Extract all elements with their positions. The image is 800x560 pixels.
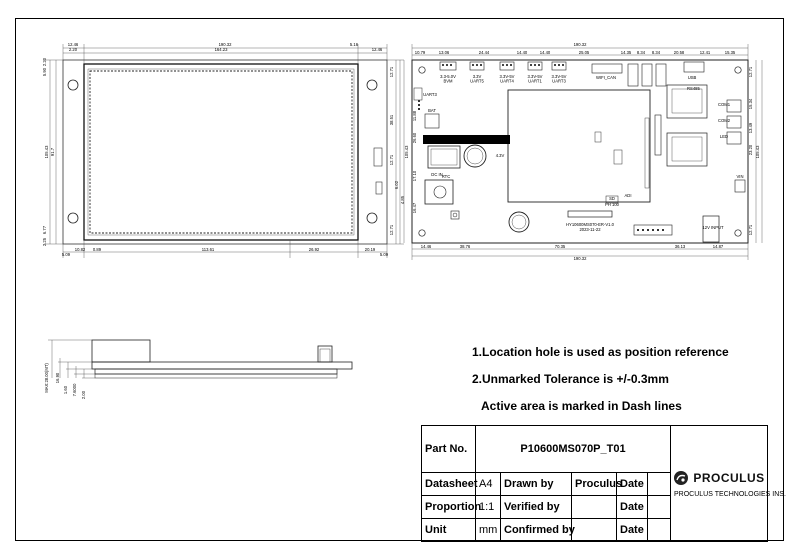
front-view [42, 42, 405, 258]
rear-right-dimension-labels [748, 66, 760, 235]
date-value-verified [648, 496, 671, 519]
dimension-label: 190.32 [218, 42, 232, 47]
usb-connector [628, 64, 638, 86]
date-label: Date [617, 519, 648, 542]
mount-hole [419, 67, 425, 73]
connector-label: 3.3V-5V UART1 [527, 74, 543, 84]
logo [674, 470, 764, 486]
drawn-by-label: Drawn by [501, 473, 572, 496]
dimension-label: 14.35 [620, 50, 632, 55]
side-lcd-module [92, 340, 150, 362]
side-dimension-labels [44, 363, 86, 399]
mount-hole [735, 230, 741, 236]
side-cover-plate [92, 362, 352, 369]
dimension-label: 12.71 [389, 224, 394, 236]
dimension-label: 2.25 [42, 237, 47, 247]
dimension-label: 38.76 [459, 244, 471, 249]
dimension-label: 5.09 [61, 252, 71, 257]
dimension-label: 23.20 [748, 144, 753, 156]
title-block [421, 425, 786, 542]
rear-board-text [496, 153, 632, 232]
connector-pins [442, 64, 564, 66]
side-dimension-label: 1.60 [63, 385, 68, 395]
usb-connector [642, 64, 652, 86]
datasheet-value: A4 [476, 473, 501, 496]
mount-hole [68, 80, 78, 90]
dimension-label: 10.82 [74, 247, 86, 252]
dimension-label: 2.20 [68, 47, 78, 52]
datasheet-label: Datasheet [422, 473, 476, 496]
note-tolerance: 2.Unmarked Tolerance is +/-0.3mm [472, 372, 669, 386]
proportion-value: 1:1 [476, 496, 501, 519]
dimension-label: 6.77 [42, 225, 47, 235]
rs485-label: RS485 [687, 86, 700, 91]
board-text: HY10600MS070-ER-V1.0 [566, 222, 614, 227]
date-value-drawn [648, 473, 671, 496]
side-dimension-label: MAX:28.00(MT) [44, 363, 49, 393]
dimension-label: 6.02 [394, 180, 399, 190]
verified-by-label: Verified by [501, 496, 572, 519]
connector-label: WIFI_CAN [595, 75, 617, 80]
note-active-area: Active area is marked in Dash lines [481, 399, 682, 413]
note-location-hole: 1.Location hole is used as position reference [472, 345, 729, 359]
side-label: LED [719, 134, 729, 139]
side-label: BAT [428, 108, 436, 113]
dimension-label: 12.46 [371, 47, 383, 52]
rear-top-dimension-labels [415, 42, 736, 55]
dimension-label: 12.71 [389, 66, 394, 78]
mount-hole [68, 213, 78, 223]
dc-jack [425, 180, 453, 204]
front-right-dimension-labels [389, 66, 405, 235]
date-label: Date [617, 496, 648, 519]
dimension-label: 164.23 [214, 47, 228, 52]
side-label: RTC [441, 174, 451, 179]
dimension-label: 105.43 [755, 145, 760, 159]
front-dim-lines [44, 44, 404, 258]
proculus-logo-icon [673, 470, 689, 486]
side-dimension-label: 7.6000 [72, 383, 77, 397]
side-label: VIN [736, 174, 744, 179]
dimension-label: 2.20 [42, 57, 47, 67]
confirmed-by-value [572, 519, 617, 542]
inductor [428, 146, 460, 168]
active-area [90, 71, 352, 233]
mount-hole [735, 67, 741, 73]
side-connector [376, 182, 382, 194]
rear-view [404, 42, 762, 261]
dimension-label: 70.35 [554, 244, 566, 249]
side-view [44, 340, 352, 399]
usb-connector [656, 64, 666, 86]
dimension-label: 113.61 [201, 247, 215, 252]
dimension-label: 4.85 [400, 195, 405, 205]
dimension-label: 12.71 [748, 224, 753, 236]
front-board-outline [63, 60, 387, 244]
black-label-bar [423, 135, 510, 144]
side-dimension-label: 2.00 [81, 390, 86, 400]
unit-value: mm [476, 519, 501, 542]
date-label: Date [617, 473, 648, 496]
bezel-inner [88, 69, 354, 235]
side-label: 12V INPUT [702, 225, 724, 230]
dimension-label: 13.49 [748, 122, 753, 134]
company-logo-cell [671, 426, 786, 542]
connector-label: USB [687, 75, 697, 80]
mount-hole [367, 80, 377, 90]
dimension-label: 8.34 [636, 50, 646, 55]
connector-label: 3.3V-5V UART4 [499, 74, 515, 84]
dimension-label: 20.58 [673, 50, 685, 55]
connector-label: 3.3V-5V UART3 [551, 74, 567, 84]
dimension-label: 25.05 [578, 50, 590, 55]
dimension-label: 15.35 [724, 50, 736, 55]
dimension-label: 8.34 [651, 50, 661, 55]
side-label: COM2 [717, 118, 731, 123]
dimension-label: 14.40 [516, 50, 528, 55]
main-module [508, 90, 650, 202]
dimension-label: 105.43 [404, 145, 409, 159]
side-label: DC IN [431, 172, 443, 177]
connector [684, 62, 704, 72]
dimension-label: 11.88 [412, 110, 417, 122]
proportion-label: Proportion [422, 496, 476, 519]
side-label: UART3 [423, 92, 437, 97]
dimension-label: 17.10 [412, 170, 417, 182]
dimension-label: 26.60 [412, 132, 417, 144]
dimension-label: 91.7 [50, 147, 55, 157]
dimension-label: 20.19 [364, 247, 376, 252]
front-mount-holes [68, 80, 377, 223]
side-label: COM1 [717, 102, 731, 107]
dimension-label: 14.40 [539, 50, 551, 55]
dimension-label: 105.43 [44, 145, 49, 159]
dimension-label: 190.32 [573, 256, 587, 261]
confirmed-by-label: Confirmed by [501, 519, 572, 542]
dimension-label: 12.46 [67, 42, 79, 47]
dimension-label: 14.46 [420, 244, 432, 249]
board-text: SD [609, 196, 615, 201]
logo-text: PROCULUS [693, 470, 765, 485]
dimension-label: 190.32 [573, 42, 587, 47]
drawn-by-value: Proculus [572, 473, 617, 496]
dimension-label: 26.92 [308, 247, 320, 252]
wifi-connector [592, 64, 622, 73]
board-text: ADI [624, 193, 632, 198]
connector-label: 3.3-5.0V BVM [440, 74, 456, 84]
lcd-panel [84, 64, 358, 240]
dimension-label: 5.09 [379, 252, 389, 257]
side-connector [374, 148, 382, 166]
board-text: 2023-11-22 [579, 227, 601, 232]
dimension-label: 38.51 [389, 114, 394, 126]
mount-hole [367, 213, 377, 223]
side-pcb [95, 369, 337, 374]
board-text: PH 100 [605, 202, 619, 207]
part-no-label: Part No. [422, 426, 476, 473]
front-left-dimension-labels [42, 57, 55, 246]
dimension-label: 16.47 [412, 202, 417, 214]
dimension-label: 14.87 [712, 244, 724, 249]
capacitor [464, 145, 486, 167]
dimension-label: 12.41 [699, 50, 711, 55]
dimension-label: 0.89 [92, 247, 102, 252]
connector-label: 3.3V UART5 [470, 74, 484, 84]
dimension-label: 24.44 [478, 50, 490, 55]
mount-hole [419, 230, 425, 236]
dimension-label: 36.13 [674, 244, 686, 249]
dimension-label: 12.71 [748, 66, 753, 78]
verified-by-value [572, 496, 617, 519]
side-dimension-label: 16.90 [55, 372, 60, 384]
front-top-dimension-labels [68, 42, 383, 52]
dimension-label: 5.90 [42, 67, 47, 77]
part-no-value: P10600MS070P_T01 [476, 426, 671, 473]
dimension-label: 12.71 [389, 154, 394, 166]
dimension-label: 15.34 [748, 98, 753, 110]
dimension-label: 10.79 [414, 50, 426, 55]
company-name: PROCULUS TECHNOLOGIES INS. [674, 490, 786, 498]
dimension-label: 13.06 [438, 50, 450, 55]
dimension-label: 5.16 [349, 42, 359, 47]
date-value-confirmed [648, 519, 671, 542]
rear-bottom-dimension-labels [421, 244, 724, 261]
rear-left-dimension-labels [404, 110, 417, 213]
fpc-connector [568, 211, 612, 217]
rear-connector-labels [440, 74, 696, 84]
unit-label: Unit [422, 519, 476, 542]
board-text: 4.3V [495, 153, 505, 158]
